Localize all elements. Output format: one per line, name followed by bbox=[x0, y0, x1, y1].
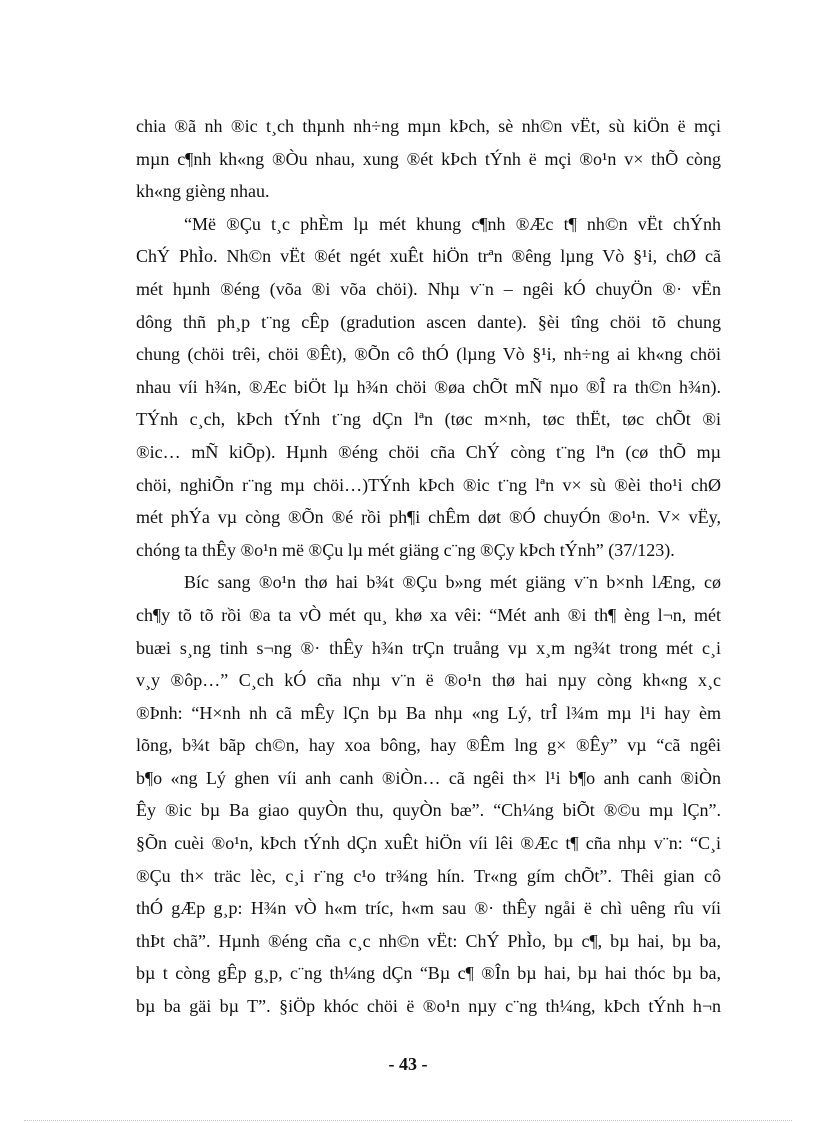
text-line: dông thñ ph¸p t¨ng cÊp (gradution ascen dante). §èi tîng chöi tõ chung bbox=[136, 311, 721, 332]
text-line: mét phÝa vµ còng ®Õn ®é rồi ph¶i chÊm døt ®Ó chuyÓn ®o¹n. V× vËy, bbox=[136, 507, 721, 528]
text-line: Êy ®ic bµ Ba giao quyÒn thu, quyÒn bæ”. “Ch¼ng biÕt ®©u mµ lÇn”. bbox=[136, 800, 721, 821]
text-line: lõng, b¾t bãp ch©n, hay xoa bông, hay ®Êm lng g× ®Êy” vµ “cã ngêi bbox=[136, 735, 721, 756]
text-line: thÞt chã”. Hµnh ®éng cña c¸c nh©n vËt: ChÝ PhÌo, bµ c¶, bµ hai, bµ ba, bbox=[136, 930, 721, 951]
text-line: mµn c¶nh kh«ng ®Òu nhau, xung ®ét kÞch tÝnh ë mçi ®o¹n v× thÕ còng bbox=[136, 148, 721, 169]
text-line: ®Çu th× träc lèc, c¸i r¨ng c¹o tr¾ng hín. Tr«ng gím chÕt”. Thêi gian cô bbox=[136, 865, 721, 886]
text-line: chöi, nghiÕn r¨ng mµ chöi…)TÝnh kÞch ®ic t¨ng lªn v× sù ®èi tho¹i chØ bbox=[136, 474, 721, 495]
text-line: ChÝ PhÌo. Nh©n vËt ®ét ngét xuÊt hiÖn trªn ®êng lµng Vò §¹i, chØ cã bbox=[136, 246, 721, 267]
page-number: - 43 - bbox=[388, 1054, 428, 1074]
text-line: nhau víi h¾n, ®Æc biÖt lµ h¾n chöi ®øa chÕt mÑ nµo ®Î ra th©n h¾n). bbox=[136, 376, 721, 397]
text-line: b¶o «ng Lý ghen víi anh canh ®iÒn… cã ngêi th× l¹i b¶o anh canh ®iÒn bbox=[136, 767, 721, 788]
text-line: ch¶y tõ tõ rồi ®a ta vÒ mét qu¸ khø xa vêi: “Mét anh ®i th¶ èng l¬n, mét bbox=[136, 604, 721, 625]
text-line: ®ic… mÑ kiÕp). Hµnh ®éng chöi cña ChÝ còng t¨ng lªn (cø thÕ mµ bbox=[136, 441, 721, 462]
text-line: bµ t còng gÊp g¸p, c¨ng th¼ng dÇn “Bµ c¶ ®În bµ hai, bµ hai thóc bµ ba, bbox=[136, 963, 721, 984]
text-line: thÓ gÆp g¸p: H¾n vÒ h«m tríc, h«m sau ®· thÊy ngåi ë chì uêng rîu víi bbox=[136, 898, 721, 919]
text-line: §Õn cuèi ®o¹n, kÞch tÝnh dÇn xuÊt hiÖn víi lêi ®Æc t¶ cña nhµ v¨n: “C¸i bbox=[136, 833, 721, 854]
bottom-divider bbox=[24, 1120, 792, 1121]
text-line: ®Þnh: “H×nh nh cã mÊy lÇn bµ Ba nhµ «ng Lý, trÎ l¾m mµ l¹i hay èm bbox=[136, 702, 721, 723]
text-line: chia ®ã nh ®ic t¸ch thµnh nh÷ng mµn kÞch, sè nh©n vËt, sù kiÖn ë mçi bbox=[136, 116, 721, 136]
text-line: v¸y ®ôp…” C¸ch kÓ cña nhµ v¨n ë ®o¹n thø hai nµy còng kh«ng x¸c bbox=[136, 670, 721, 691]
text-line: buæi s¸ng tinh s¬ng ®· thÊy h¾n trÇn truång vµ x¸m ng¾t trong mét c¸i bbox=[136, 637, 721, 658]
text-line: chóng ta thÊy ®o¹n më ®Çu lµ mét giäng c¨ng ®Çy kÞch tÝnh” (37/123). bbox=[136, 539, 675, 560]
text-line: kh«ng gièng nhau. bbox=[136, 181, 270, 202]
text-line: mét hµnh ®éng (võa ®i võa chöi). Nhµ v¨n – ngêi kÓ chuyÖn ®· vËn bbox=[136, 278, 721, 299]
body-text bbox=[136, 110, 721, 1023]
text-line: chung (chöi trêi, chöi ®Êt), ®Õn cô thÓ (lµng Vò §¹i, nh÷ng ai kh«ng chöi bbox=[136, 344, 721, 365]
text-line: TÝnh c¸ch, kÞch tÝnh t¨ng dÇn lªn (tøc m×nh, tøc thËt, tøc chÕt ®i bbox=[136, 409, 721, 430]
text-line: Bíc sang ®o¹n thø hai b¾t ®Çu b»ng mét giäng v¨n b×nh lÆng, cø bbox=[184, 572, 721, 593]
text-line: “Më ®Çu t¸c phÈm lµ mét khung c¶nh ®Æc t¶ nh©n vËt chÝnh bbox=[184, 213, 721, 234]
text-line: bµ ba gäi bµ T”. §iÖp khóc chöi ë ®o¹n nµy c¨ng th¼ng, kÞch tÝnh h¬n bbox=[136, 996, 721, 1017]
